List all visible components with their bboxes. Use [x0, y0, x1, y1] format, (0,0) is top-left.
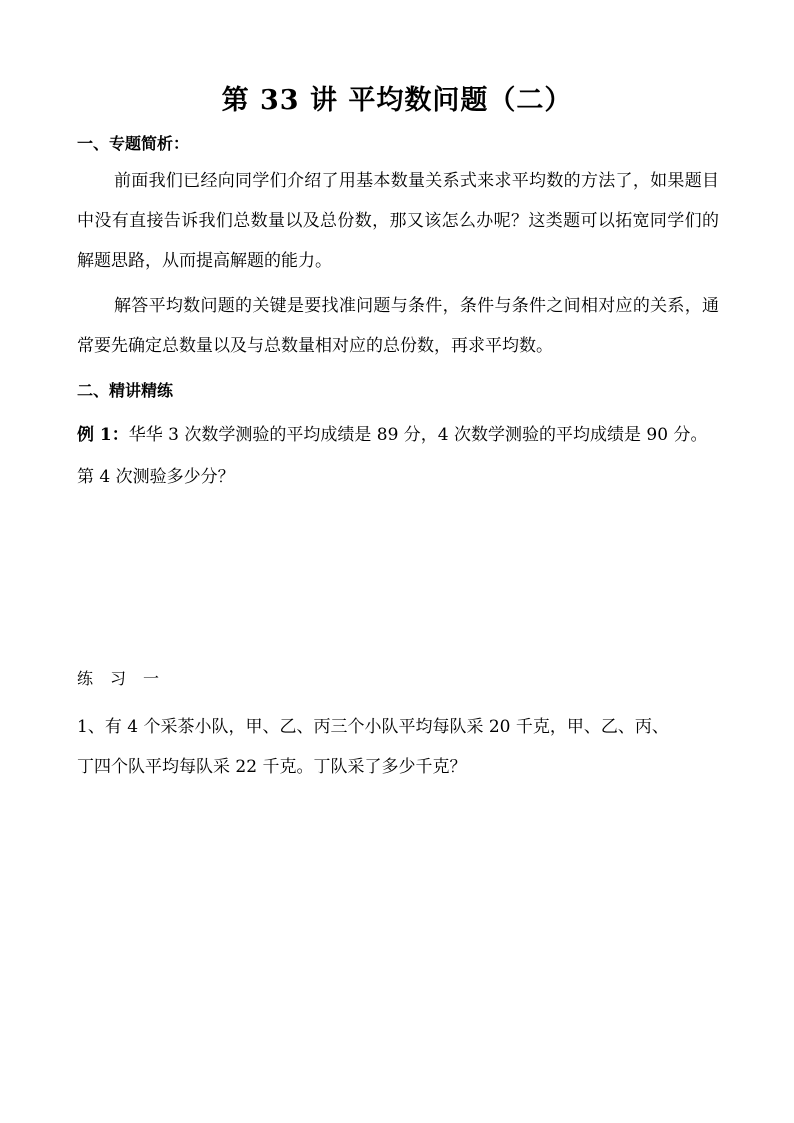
page-title: 第 33 讲 平均数问题（二） — [221, 85, 573, 116]
example-1-question-continued: 第 4 次测验多少分？ — [77, 467, 235, 487]
exercise-1-question: 1、有 4 个采茶小队，甲、乙、丙三个小队平均每队采 20 千克，甲、乙、丙、 — [77, 717, 669, 737]
exercise-1-question-continued: 丁四个队平均每队采 22 千克。丁队采了多少千克？ — [77, 757, 467, 777]
example-1-text: 华华 3 次数学测验的平均成绩是 89 分，4 次数学测验的平均成绩是 90 分。 — [128, 425, 708, 445]
section-heading-analysis: 一、专题简析： — [77, 134, 190, 153]
example-1-question — [77, 420, 707, 445]
exercise-heading: 练习一 — [77, 669, 177, 688]
paragraph-key-points: 解答平均数问题的关键是要找准问题与条件，条件与条件之间相对应的关系，通常要先确定总数量以及与总数量相对应的总份数，再求平均数。 — [77, 296, 719, 356]
example-1-label: 例 1： — [77, 425, 129, 445]
paragraph-intro: 前面我们已经向同学们介绍了用基本数量关系式来求平均数的方法了，如果题目中没有直接告诉我们总数量以及总份数，那又该怎么办呢？这类题可以拓宽同学们的解题思路，从而提高解题的能力。 — [77, 171, 719, 271]
section-heading-practice: 二、精讲精练 — [77, 381, 174, 400]
